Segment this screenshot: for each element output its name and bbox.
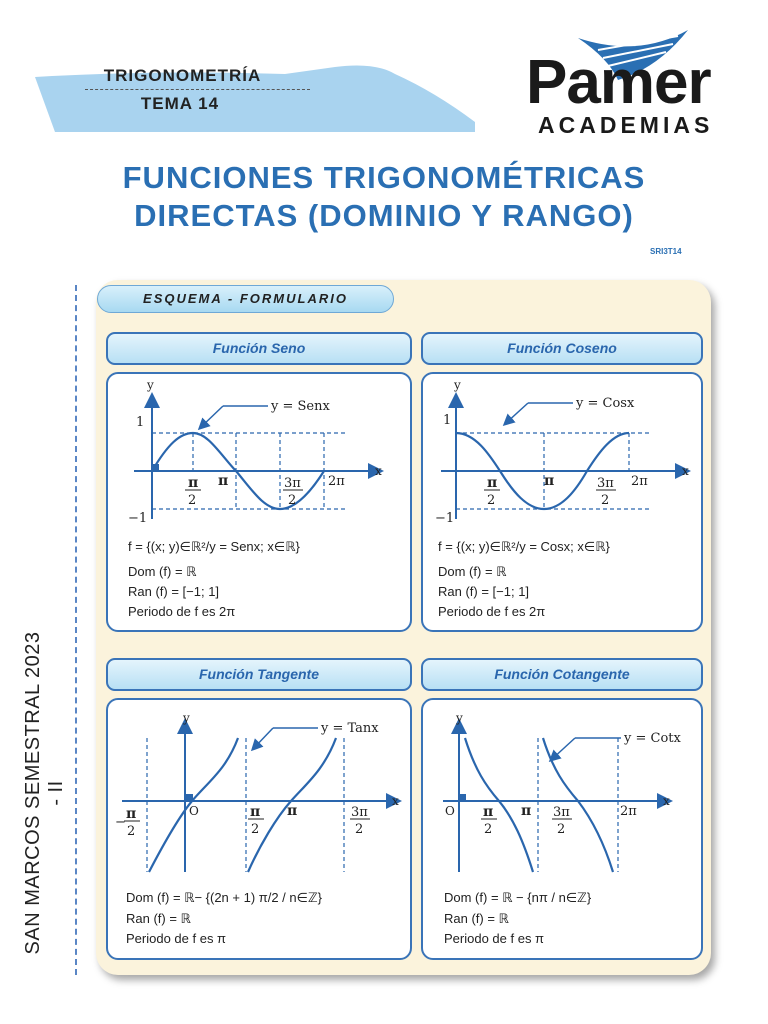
- tick-pi: π: [287, 803, 298, 819]
- sine-definition: f = {(x; y)∈ℝ²/y = Senx; x∈ℝ}: [128, 539, 300, 554]
- tick-3pi-half-num: 3π: [553, 805, 570, 820]
- tick-pi: π: [521, 803, 532, 819]
- cotangent-domain: Dom (f) = ℝ − {nπ / n∈ℤ}: [444, 890, 592, 905]
- cotangent-curve-label: y = Cotx: [624, 731, 681, 746]
- brand-logo: Pamer: [526, 48, 711, 117]
- tick-pi-half-den: 2: [487, 493, 496, 508]
- sine-curve-label: y = Senx: [271, 399, 330, 414]
- page-title-line2: DIRECTAS (DOMINIO Y RANGO): [134, 198, 634, 233]
- tangent-period: Periodo de f es π: [126, 931, 227, 946]
- tick-3pi-half-num: 3π: [284, 476, 301, 491]
- tick-pi: π: [544, 473, 555, 489]
- origin-label: O: [445, 804, 455, 818]
- tick-3pi-half-den: 2: [601, 493, 610, 508]
- document-code: SRI3T14: [650, 247, 682, 256]
- tick-3pi-half-den: 2: [288, 493, 297, 508]
- side-divider: [75, 285, 77, 975]
- tick-3pi-half-num: 3π: [351, 805, 368, 820]
- scheme-label: ESQUEMA - FORMULARIO: [97, 285, 394, 313]
- cotangent-period: Periodo de f es π: [444, 931, 545, 946]
- x-axis-label: x: [375, 464, 382, 478]
- tick-2pi: 2π: [328, 474, 345, 489]
- topic-number: TEMA 14: [140, 94, 220, 113]
- subject-title: TRIGONOMETRÍA: [103, 66, 262, 85]
- brand-subtitle: ACADEMIAS: [538, 112, 714, 138]
- tick-3pi-half-den: 2: [557, 822, 566, 837]
- tick-pi-half-num: π: [188, 475, 199, 491]
- x-axis-label: x: [682, 464, 689, 478]
- y-axis-label: y: [183, 711, 190, 725]
- tangent-range: Ran (f) = ℝ: [126, 911, 191, 926]
- tick-3pi-half-num: 3π: [597, 476, 614, 491]
- tick-neg-one: −1: [435, 511, 455, 526]
- cotangent-heading: Función Cotangente: [421, 658, 703, 691]
- tick-one: 1: [443, 413, 452, 428]
- tick-minus-sign: −: [115, 815, 126, 830]
- x-axis-label: x: [663, 794, 670, 808]
- tick-pi-half-num: π: [487, 475, 498, 491]
- sine-graph: [108, 374, 406, 534]
- cotangent-range: Ran (f) = ℝ: [444, 911, 509, 926]
- tangent-domain: Dom (f) = ℝ− {(2n + 1) π/2 / n∈ℤ}: [126, 890, 322, 905]
- sine-period: Periodo de f es 2π: [128, 604, 236, 619]
- cosine-curve-label: y = Cosx: [576, 396, 635, 411]
- page-title-line1: FUNCIONES TRIGONOMÉTRICAS: [122, 160, 646, 195]
- sine-heading: Función Seno: [106, 332, 412, 365]
- tick-neg-one: −1: [128, 511, 148, 526]
- y-axis-label: y: [454, 378, 461, 392]
- y-axis-label: y: [456, 711, 463, 725]
- cosine-period: Periodo de f es 2π: [438, 604, 546, 619]
- y-axis-label: y: [147, 378, 154, 392]
- cotangent-graph: [423, 700, 697, 880]
- sine-range: Ran (f) = [−1; 1]: [128, 584, 220, 599]
- x-axis-label: x: [392, 794, 399, 808]
- header-divider: [85, 89, 310, 90]
- tangent-graph: [108, 700, 406, 880]
- cosine-domain: Dom (f) = ℝ: [438, 564, 507, 579]
- tick-2pi: 2π: [620, 804, 637, 819]
- tangent-curve-label: y = Tanx: [321, 721, 379, 736]
- cosine-range: Ran (f) = [−1; 1]: [438, 584, 530, 599]
- sine-domain: Dom (f) = ℝ: [128, 564, 197, 579]
- origin-label: O: [189, 804, 199, 818]
- tangent-heading: Función Tangente: [106, 658, 412, 691]
- tick-one: 1: [136, 415, 145, 430]
- tick-neg-pi-half-den: 2: [127, 824, 136, 839]
- tick-pi-half-num: π: [483, 804, 494, 820]
- tick-2pi: 2π: [631, 474, 648, 489]
- tick-pi-half-den: 2: [188, 493, 197, 508]
- cosine-heading: Función Coseno: [421, 332, 703, 365]
- side-label: SAN MARCOS SEMESTRAL 2023 - II: [22, 631, 67, 955]
- tick-pi-half-den: 2: [251, 822, 260, 837]
- tick-pi-half-num: π: [250, 804, 261, 820]
- tick-3pi-half-den: 2: [355, 822, 364, 837]
- cosine-definition: f = {(x; y)∈ℝ²/y = Cosx; x∈ℝ}: [438, 539, 610, 554]
- cosine-graph: [423, 374, 697, 534]
- tick-neg-pi-half-num: π: [126, 806, 137, 822]
- tick-pi: π: [218, 473, 229, 489]
- tick-pi-half-den: 2: [484, 822, 493, 837]
